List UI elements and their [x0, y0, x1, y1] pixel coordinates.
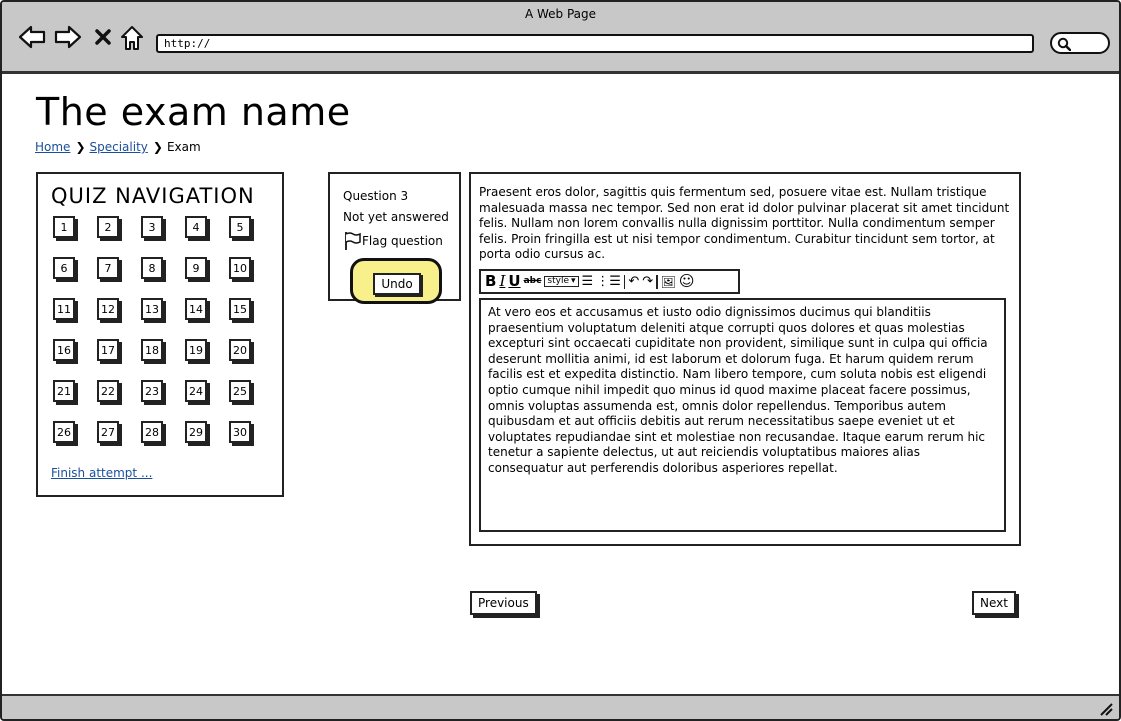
question-button-18[interactable]: 18	[141, 339, 163, 361]
emoji-icon[interactable]: ☺	[678, 272, 695, 290]
question-text: Praesent eros dolor, sagittis quis fermentum sed, posuere vitae est. Nullam tristique malesuada massa nec tempor. Sed non erat id dolor pulvinar placerat sit amet tincidunt felis. Nullam non lorem convallis nulla dignissim porttitor. Nulla condimentum semper felis. Proin fringilla est ut nisi tempor condimentum. Curabitur tincidunt sem tortor, at porta odio cursus ac.	[479, 185, 1010, 262]
question-button-3[interactable]: 3	[141, 216, 163, 238]
question-button-30[interactable]: 30	[229, 421, 251, 443]
redo-icon[interactable]: ↷	[642, 274, 654, 289]
breadcrumb-speciality-link[interactable]: Speciality	[89, 140, 148, 154]
answer-editor[interactable]	[479, 298, 1006, 532]
style-dropdown-label: style	[547, 276, 570, 286]
question-status: Not yet answered	[343, 210, 449, 224]
forward-arrow-icon[interactable]	[54, 24, 82, 50]
question-button-24[interactable]: 24	[185, 380, 207, 402]
breadcrumb	[35, 140, 201, 154]
finish-attempt-link[interactable]: Finish attempt ...	[51, 466, 153, 480]
undo-icon[interactable]: ↶	[628, 274, 640, 289]
question-button-15[interactable]: 15	[229, 298, 251, 320]
question-grid	[53, 216, 251, 443]
toolbar-divider	[656, 275, 658, 289]
flag-question-label: Flag question	[362, 234, 443, 248]
back-arrow-icon[interactable]	[18, 24, 46, 50]
flag-question-toggle[interactable]	[344, 231, 443, 251]
search-icon	[1057, 37, 1071, 51]
question-button-8[interactable]: 8	[141, 257, 163, 279]
question-button-17[interactable]: 17	[97, 339, 119, 361]
question-button-16[interactable]: 16	[53, 339, 75, 361]
breadcrumb-separator-icon: ❯	[75, 140, 86, 154]
question-button-20[interactable]: 20	[229, 339, 251, 361]
breadcrumb-separator-icon: ❯	[152, 140, 163, 154]
browser-titlebar	[2, 2, 1119, 74]
question-button-5[interactable]: 5	[229, 216, 251, 238]
flag-icon	[344, 231, 362, 251]
question-info-panel	[328, 172, 461, 301]
question-number: Question 3	[343, 189, 409, 203]
undo-highlight	[350, 258, 442, 304]
question-button-22[interactable]: 22	[97, 380, 119, 402]
bold-icon[interactable]: B	[485, 272, 497, 290]
bullet-list-icon[interactable]: ☰	[581, 274, 594, 289]
question-button-11[interactable]: 11	[53, 298, 75, 320]
window-title: A Web Page	[524, 7, 597, 21]
breadcrumb-current: Exam	[166, 140, 201, 154]
page-title: The exam name	[36, 90, 351, 134]
question-button-28[interactable]: 28	[141, 421, 163, 443]
url-input[interactable]: http://	[156, 34, 1034, 53]
question-button-12[interactable]: 12	[97, 298, 119, 320]
quiz-navigation-heading: QUIZ NAVIGATION	[51, 184, 255, 208]
quiz-navigation-panel	[36, 172, 284, 497]
question-button-25[interactable]: 25	[229, 380, 251, 402]
image-icon[interactable]: 🖼	[660, 274, 676, 289]
question-button-1[interactable]: 1	[53, 216, 75, 238]
strikethrough-icon[interactable]: abc	[523, 276, 542, 286]
question-button-29[interactable]: 29	[185, 421, 207, 443]
italic-icon[interactable]: I	[499, 272, 506, 290]
resize-grip-icon[interactable]	[1097, 700, 1113, 716]
question-button-6[interactable]: 6	[53, 257, 75, 279]
question-button-2[interactable]: 2	[97, 216, 119, 238]
undo-button[interactable]: Undo	[373, 273, 421, 295]
browser-search-field[interactable]	[1050, 32, 1110, 54]
question-button-26[interactable]: 26	[53, 421, 75, 443]
question-button-14[interactable]: 14	[185, 298, 207, 320]
question-button-10[interactable]: 10	[229, 257, 251, 279]
close-x-icon[interactable]	[94, 28, 112, 46]
style-dropdown[interactable]	[544, 276, 578, 287]
home-icon[interactable]	[120, 25, 144, 51]
question-button-13[interactable]: 13	[141, 298, 163, 320]
question-button-9[interactable]: 9	[185, 257, 207, 279]
breadcrumb-home-link[interactable]: Home	[35, 140, 71, 154]
numbered-list-icon[interactable]: ⋮☰	[596, 274, 621, 289]
question-button-27[interactable]: 27	[97, 421, 119, 443]
question-button-7[interactable]: 7	[97, 257, 119, 279]
question-button-21[interactable]: 21	[53, 380, 75, 402]
underline-icon[interactable]: U	[508, 272, 521, 290]
question-button-19[interactable]: 19	[185, 339, 207, 361]
chevron-down-icon: ▾	[571, 276, 576, 286]
browser-statusbar	[2, 694, 1119, 719]
toolbar-divider	[624, 275, 626, 289]
next-button[interactable]: Next	[972, 591, 1016, 615]
question-panel	[469, 172, 1021, 546]
previous-button[interactable]: Previous	[470, 591, 537, 615]
editor-toolbar	[479, 269, 740, 294]
question-button-23[interactable]: 23	[141, 380, 163, 402]
question-button-4[interactable]: 4	[185, 216, 207, 238]
